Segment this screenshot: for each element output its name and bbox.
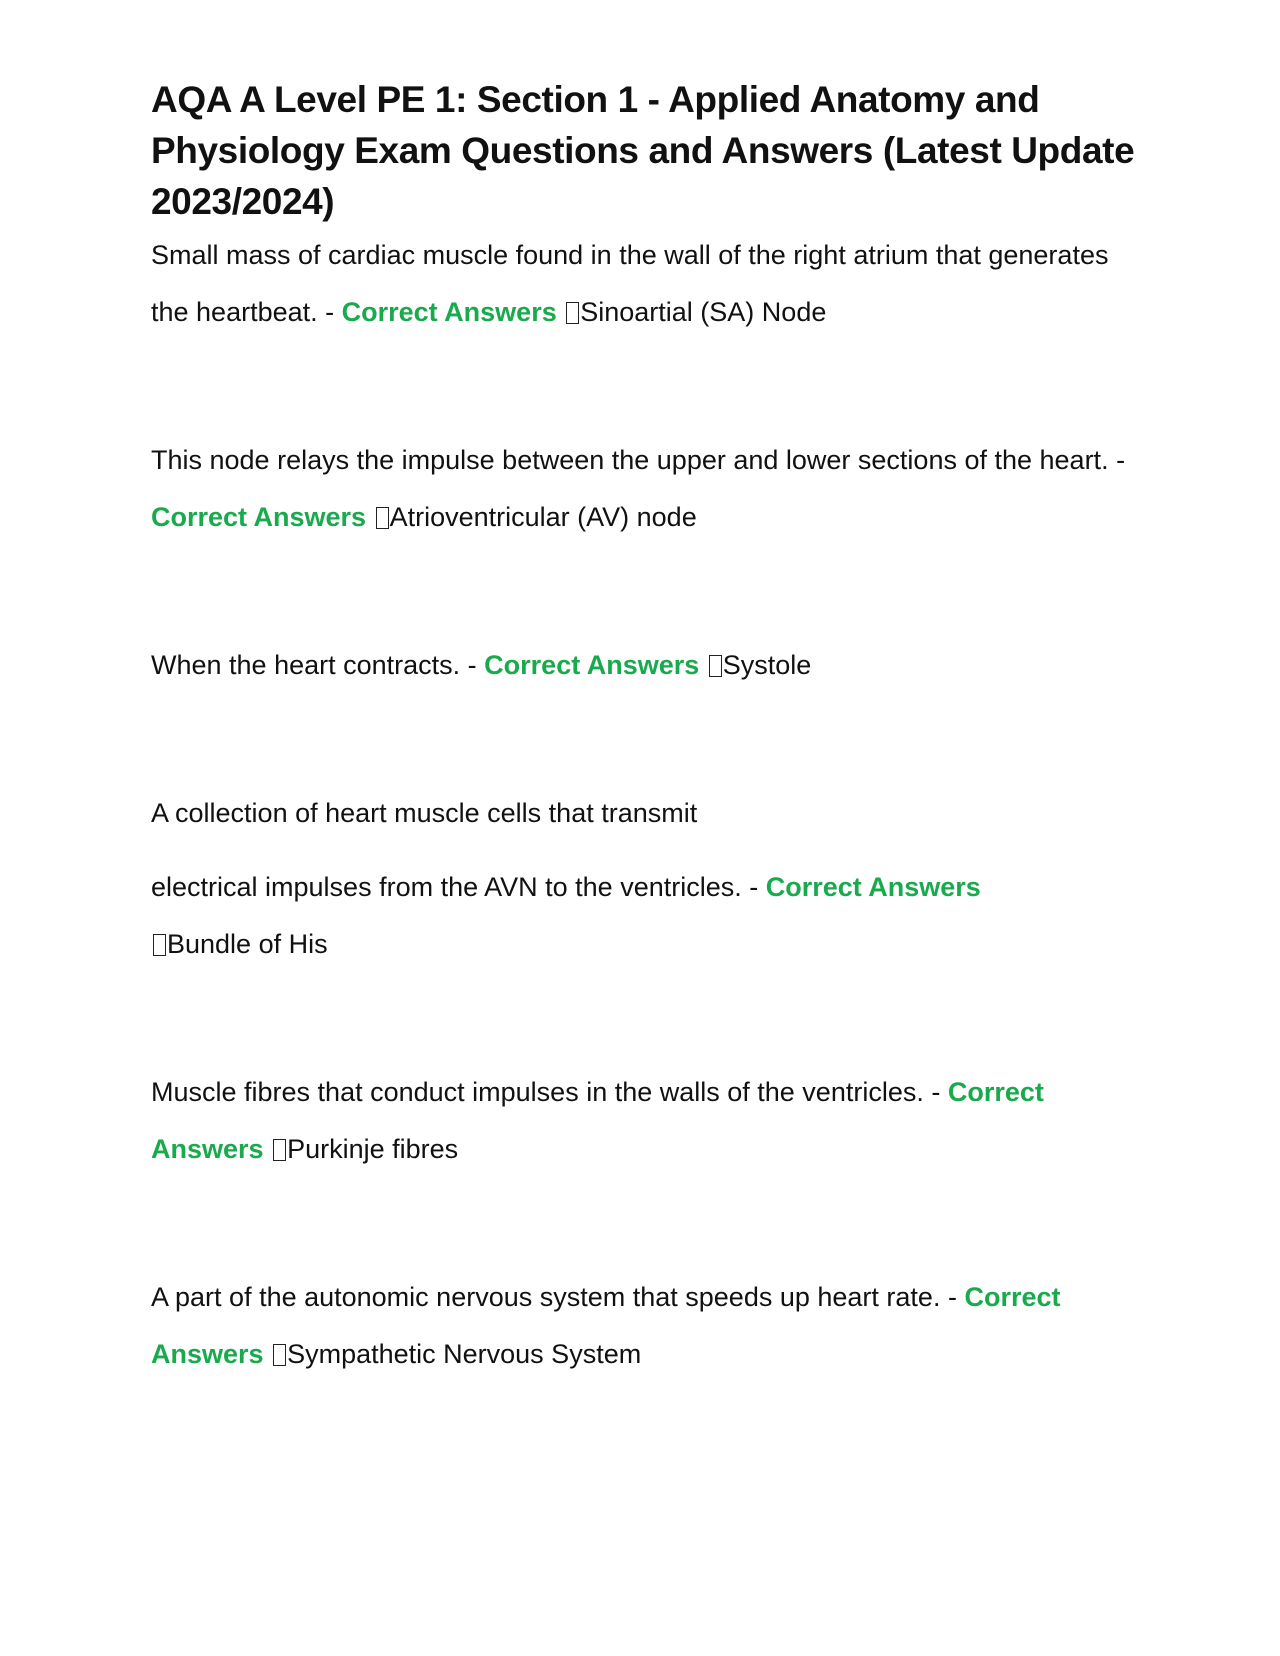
question-text: When the heart contracts. - bbox=[151, 650, 477, 680]
correct-answers-label: Correct Answers bbox=[151, 502, 367, 532]
document-title: AQA A Level PE 1: Section 1 - Applied Anatomy and Physiology Exam Questions and Answers (Latest Update 2023/2024) bbox=[151, 79, 1135, 222]
checkbox-glyph-icon bbox=[709, 655, 722, 677]
question-text: Small mass of cardiac muscle found in the wall of the right atrium that generates the heartbeat. - bbox=[151, 240, 1109, 327]
answer-text: Purkinje fibres bbox=[287, 1134, 459, 1164]
checkbox-glyph-icon bbox=[153, 934, 166, 956]
checkbox-glyph-icon bbox=[273, 1344, 286, 1366]
qa-item bbox=[151, 637, 1141, 694]
question-text-line1: A collection of heart muscle cells that transmit bbox=[151, 798, 698, 828]
document-page bbox=[151, 74, 1141, 1383]
question-text-line2: electrical impulses from the AVN to the ventricles. - bbox=[151, 872, 759, 902]
correct-answers-label: Correct Answers bbox=[151, 1282, 1061, 1369]
correct-answers-label: Correct Answers bbox=[765, 872, 981, 902]
qa-item bbox=[151, 1064, 1141, 1178]
answer-text: Systole bbox=[722, 650, 812, 680]
qa-item bbox=[151, 432, 1141, 546]
correct-answers-label: Correct Answers bbox=[151, 1077, 1044, 1164]
qa-item bbox=[151, 227, 1141, 341]
correct-answers-label: Correct Answers bbox=[484, 650, 700, 680]
question-text: Muscle fibres that conduct impulses in the walls of the ventricles. - bbox=[151, 1077, 941, 1107]
answer-text: Sympathetic Nervous System bbox=[287, 1339, 642, 1369]
correct-answers-label: Correct Answers bbox=[341, 297, 557, 327]
qa-item bbox=[151, 785, 1141, 973]
answer-text: Atrioventricular (AV) node bbox=[389, 502, 697, 532]
answer-text: Sinoartial (SA) Node bbox=[580, 297, 827, 327]
question-text: A part of the autonomic nervous system that speeds up heart rate. - bbox=[151, 1282, 957, 1312]
answer-text: Bundle of His bbox=[167, 929, 328, 959]
question-text: This node relays the impulse between the upper and lower sections of the heart. - bbox=[151, 445, 1126, 475]
qa-item bbox=[151, 1269, 1141, 1383]
checkbox-glyph-icon bbox=[376, 507, 389, 529]
checkbox-glyph-icon bbox=[273, 1139, 286, 1161]
checkbox-glyph-icon bbox=[566, 302, 579, 324]
